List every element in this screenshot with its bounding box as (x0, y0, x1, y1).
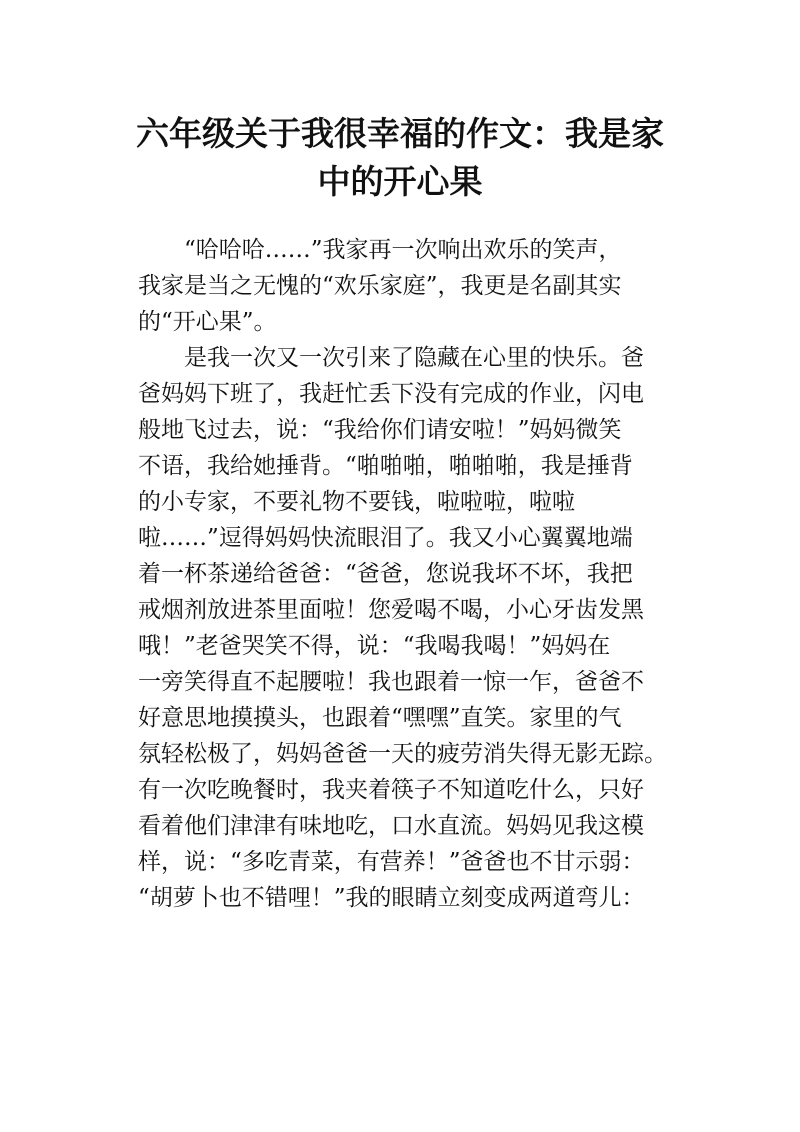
text-line: 看着他们津津有味地吃，口水直流。妈妈见我这模 (138, 813, 644, 839)
text-line: 戒烟剂放进茶里面啦！您爱喝不喝，小心牙齿发黑 (138, 597, 644, 623)
text-line: 是我一次又一次引来了隐藏在心里的快乐。爸 (184, 345, 644, 371)
text-line: 我家是当之无愧的“欢乐家庭”，我更是名副其实 (138, 273, 622, 299)
text-line: “胡萝卜也不错哩！”我的眼睛立刻变成两道弯儿： (138, 885, 645, 911)
text-line: 不语，我给她捶背。“啪啪啪，啪啪啪，我是捶背 (138, 453, 633, 479)
title-line-2: 中的开心果 (317, 162, 483, 202)
text-line: “哈哈哈……”我家再一次响出欢乐的笑声， (184, 237, 622, 263)
text-line: 有一次吃晚餐时，我夹着筷子不知道吃什么，只好 (138, 777, 644, 803)
text-line: 一旁笑得直不起腰啦！我也跟着一惊一乍，爸爸不 (138, 669, 644, 695)
document-title (120, 110, 680, 206)
text-line: 着一杯茶递给爸爸：“爸爸，您说我坏不坏，我把 (138, 561, 633, 587)
article-body (138, 232, 686, 916)
text-line: 啦……”逗得妈妈快流眼泪了。我又小心翼翼地端 (138, 525, 633, 551)
text-line: 哦！”老爸哭笑不得，说：“我喝我喝！”妈妈在 (138, 633, 611, 659)
text-line: 爸妈妈下班了，我赶忙丢下没有完成的作业，闪电 (138, 381, 644, 407)
text-line: 好意思地摸摸头，也跟着“嘿嘿”直笑。家里的气 (138, 705, 622, 731)
text-line: 的“开心果”。 (138, 309, 277, 335)
text-line: 的小专家，不要礼物不要钱，啦啦啦，啦啦 (138, 489, 575, 515)
title-line-1: 六年级关于我很幸福的作文：我是家 (136, 114, 664, 154)
text-line: 样，说：“多吃青菜，有营养！”爸爸也不甘示弱： (138, 849, 645, 875)
text-line: 氛轻松极了，妈妈爸爸一天的疲劳消失得无影无踪。 (138, 741, 667, 767)
text-line: 般地飞过去，说：“我给你们请安啦！”妈妈微笑 (138, 417, 622, 443)
